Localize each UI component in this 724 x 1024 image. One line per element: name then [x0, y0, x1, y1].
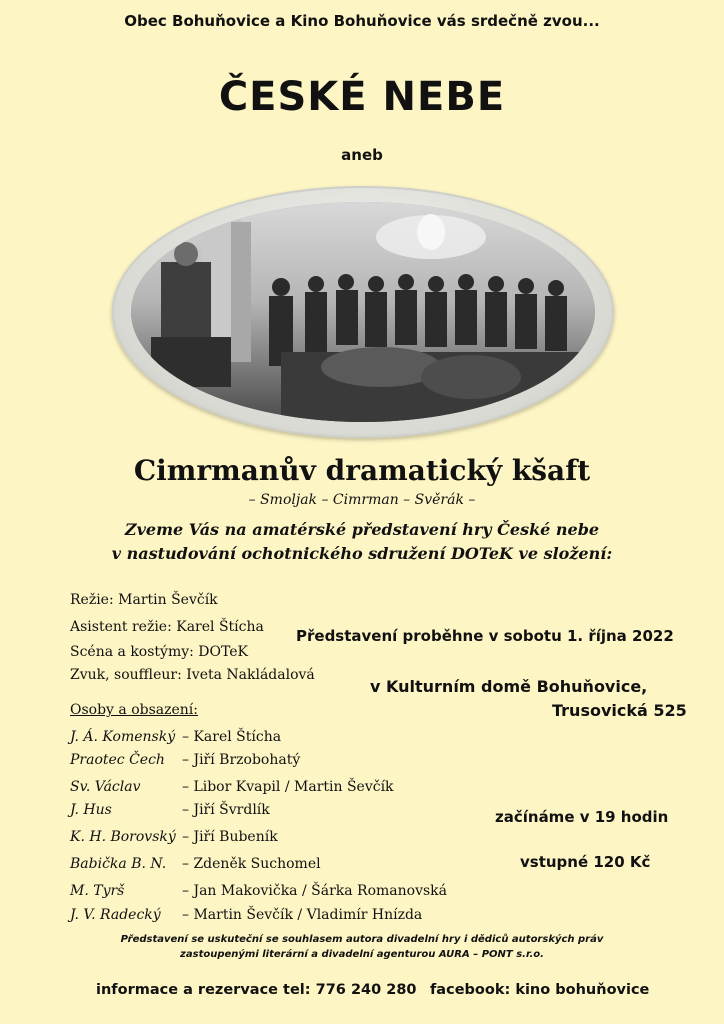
crew-director: Režie: Martin Ševčík — [70, 592, 218, 608]
event-date: Představení proběhne v sobotu 1. října 2022 — [296, 627, 674, 645]
aneb-text: aneb — [341, 146, 383, 164]
cast-row — [70, 729, 282, 745]
cast-role: J. Hus — [70, 802, 112, 818]
event-venue: v Kulturním domě Bohuňovice, — [370, 677, 648, 696]
cast-role: Sv. Václav — [70, 779, 141, 795]
historical-photo — [131, 202, 595, 422]
cast-actor: – Jiří Bubeník — [182, 829, 278, 845]
invite-line: Obec Bohuňovice a Kino Bohuňovice vás srdečně zvou... — [124, 12, 600, 30]
cast-role: J. V. Radecký — [70, 907, 161, 923]
invitation-line-1: Zveme Vás na amatérské představení hry České nebe — [124, 520, 600, 539]
cast-role: Praotec Čech — [70, 752, 165, 768]
cast-row — [70, 883, 448, 899]
cast-role: Babička B. N. — [70, 856, 167, 872]
cast-row — [70, 802, 270, 818]
cast-role: J. Á. Komenský — [70, 729, 176, 745]
cast-row — [70, 829, 278, 845]
cast-role: K. H. Borovský — [70, 829, 176, 845]
cast-role: M. Tyrš — [70, 883, 125, 899]
invitation-line-2: v nastudování ochotnického sdružení DOTeK ve složení: — [111, 544, 613, 563]
cast-actor: – Karel Štícha — [182, 729, 282, 745]
cast-actor: – Jiří Švrdlík — [182, 802, 270, 818]
event-time: začínáme v 19 hodin — [495, 808, 669, 826]
cast-actor: – Zdeněk Suchomel — [182, 856, 321, 872]
cast-actor: – Jan Makovička / Šárka Romanovská — [182, 883, 448, 899]
footer-facebook: facebook: kino bohuňovice — [430, 982, 650, 998]
cast-row — [70, 856, 321, 872]
crew-sound: Zvuk, souffleur: Iveta Nakládalová — [70, 667, 315, 683]
footer-phone: informace a rezervace tel: 776 240 280 — [96, 982, 417, 998]
cast-row — [70, 907, 423, 923]
cast-heading: Osoby a obsazení: — [70, 702, 199, 718]
event-price: vstupné 120 Kč — [520, 853, 651, 871]
cast-actor: – Martin Ševčík / Vladimír Hnízda — [182, 907, 423, 923]
rights-note-1: Představení se uskuteční se souhlasem autora divadelní hry i dědiců autorských práv — [120, 934, 604, 945]
cast-row — [70, 752, 301, 768]
cast-actor: – Libor Kvapil / Martin Ševčík — [182, 779, 394, 795]
crew-assistant: Asistent režie: Karel Štícha — [70, 619, 264, 635]
event-address: Trusovická 525 — [552, 701, 687, 720]
authors-line: – Smoljak – Cimrman – Svěrák – — [248, 492, 476, 508]
cast-actor: – Jiří Brzobohatý — [182, 752, 301, 768]
play-subtitle: Cimrmanův dramatický kšaft — [133, 454, 591, 487]
cast-row — [70, 779, 394, 795]
poster-title: ČESKÉ NEBE — [218, 74, 506, 120]
crew-scene: Scéna a kostýmy: DOTeK — [70, 644, 249, 660]
rights-note-2: zastoupenými literární a divadelní agenturou AURA – PONT s.r.o. — [180, 949, 544, 960]
